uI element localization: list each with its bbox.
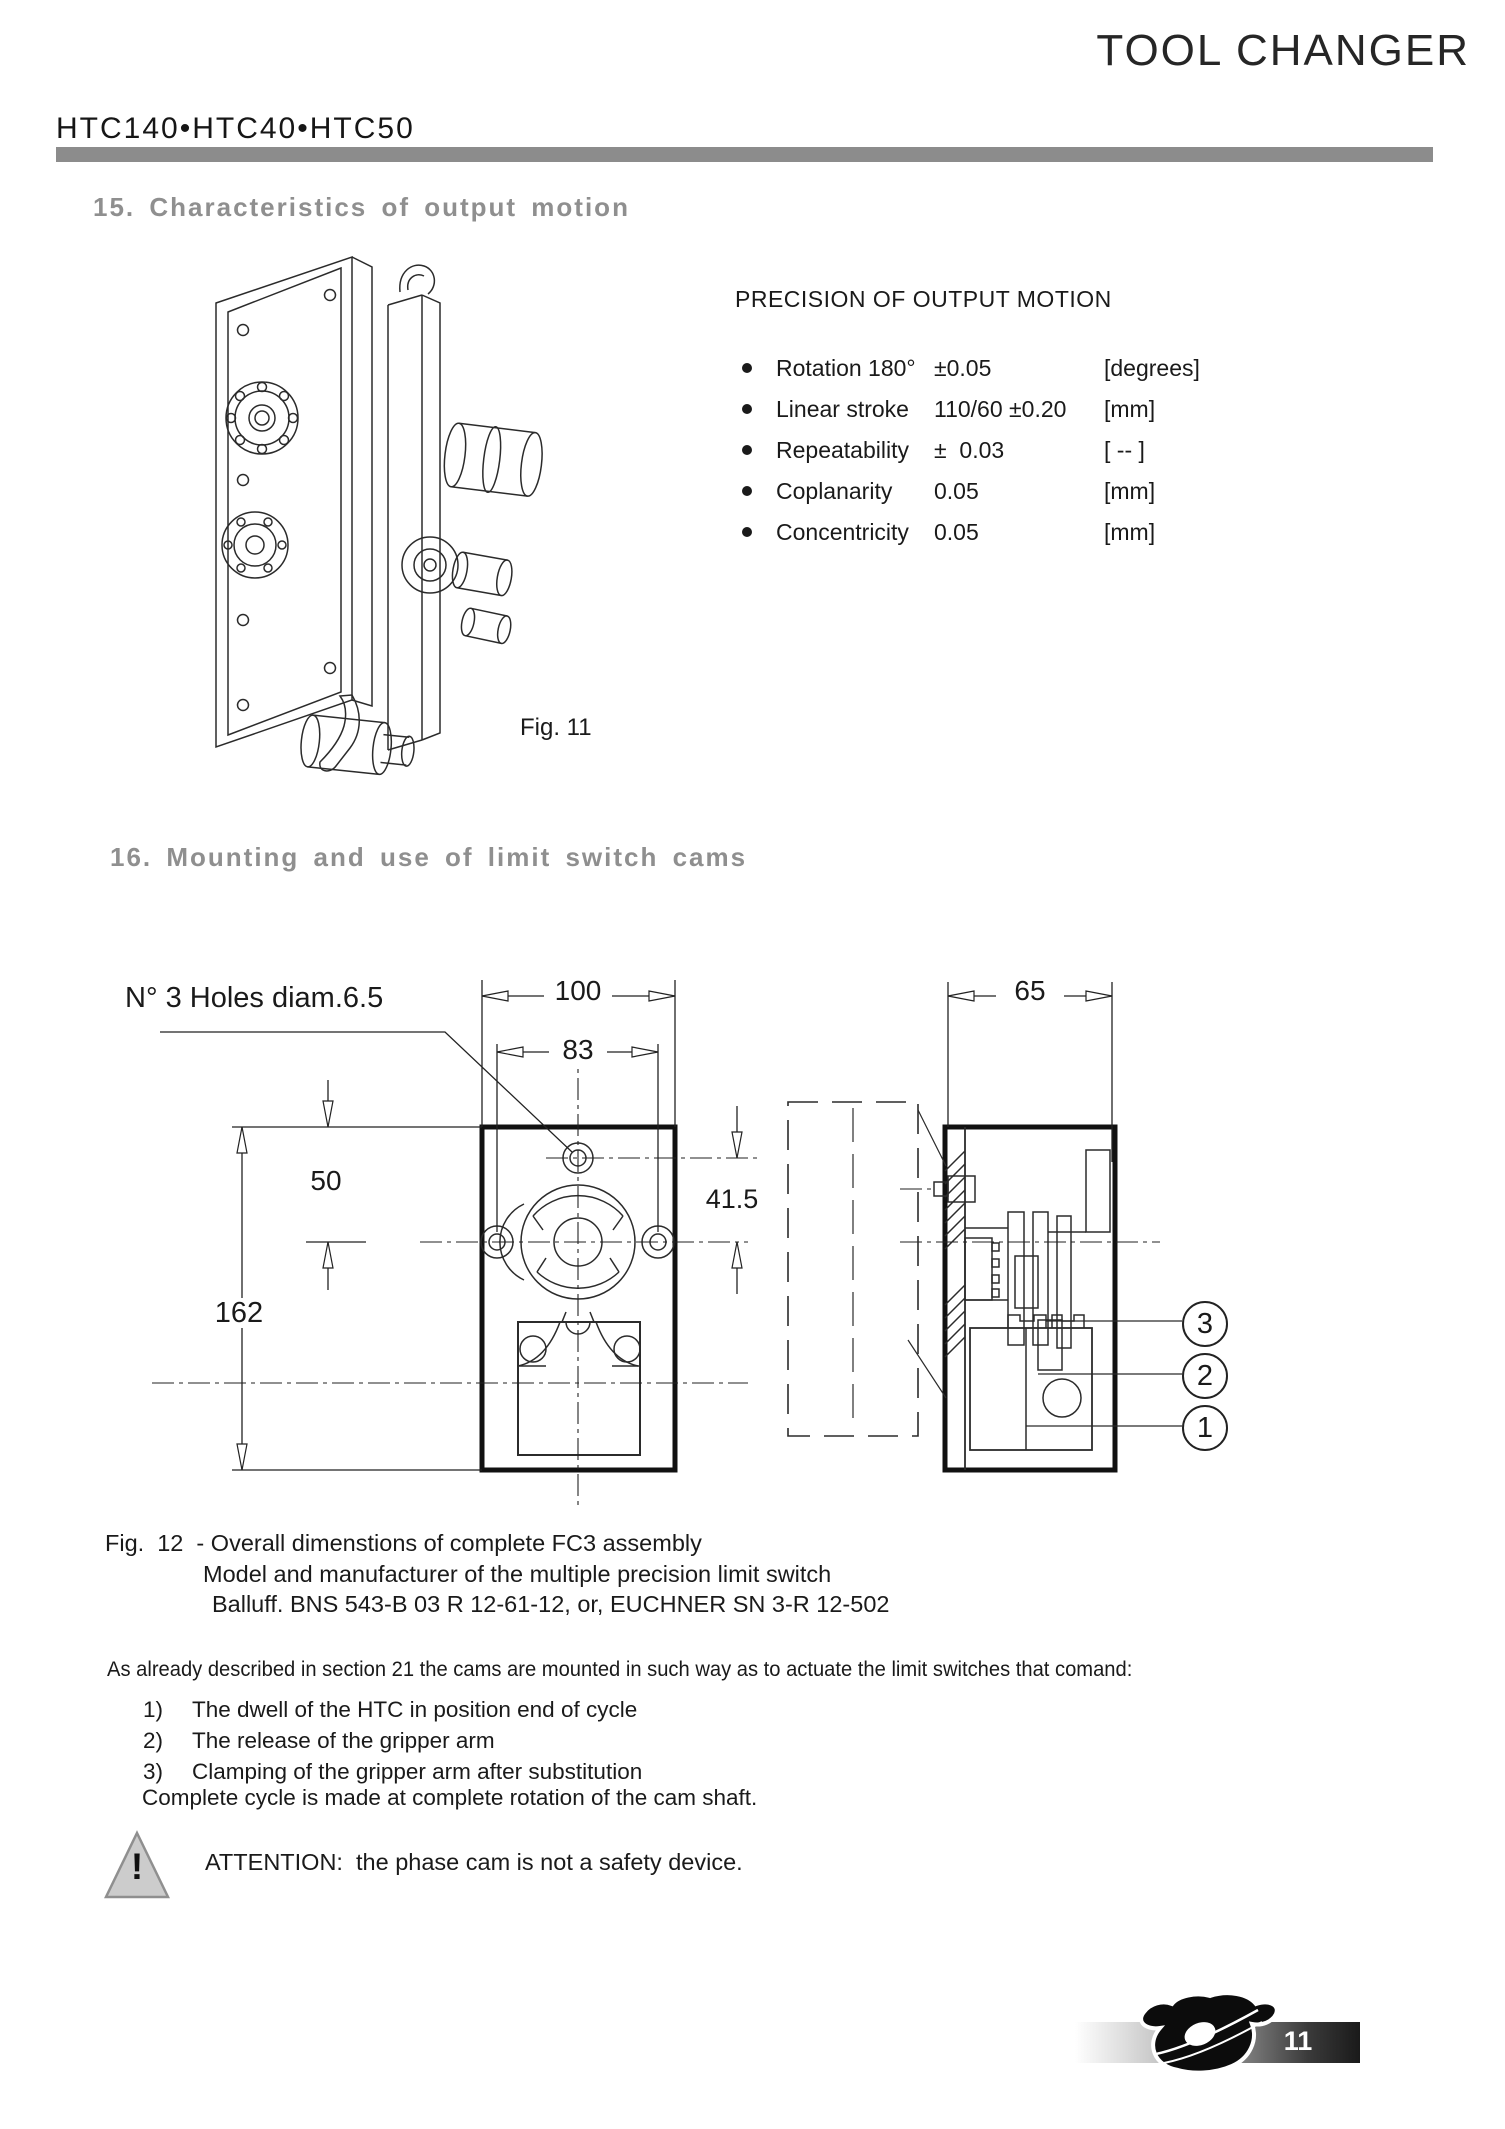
precision-row: Repeatability ± 0.03 [ -- ]: [742, 438, 1200, 462]
precision-row: Rotation 180° ±0.05 [degrees]: [742, 356, 1200, 380]
page-title: TOOL CHANGER: [1096, 26, 1470, 75]
closing-sentence: Complete cycle is made at complete rotation of the cam shaft.: [142, 1785, 758, 1810]
section-16-heading: 16. Mounting and use of limit switch cams: [110, 842, 748, 872]
fig11-drawing: [140, 240, 560, 800]
fig12-side-view: [788, 982, 1182, 1470]
body-paragraph: As already described in section 21 the cams are mounted in such way as to actuate the limit switches that comand:: [107, 1658, 1133, 1681]
model-line: HTC140•HTC40•HTC50: [56, 112, 415, 145]
precision-row: Coplanarity 0.05 [mm]: [742, 479, 1200, 503]
fig11-caption: Fig. 11: [520, 714, 592, 741]
dim-label-50: 50: [298, 1166, 354, 1196]
dim-label-100: 100: [544, 976, 612, 1006]
fig12-caption-line2: Model and manufacturer of the multiple precision limit switch: [203, 1560, 832, 1587]
dim-label-65: 65: [1000, 976, 1060, 1006]
bullet-icon: [742, 397, 776, 414]
list-item: 2) The release of the gripper arm: [143, 1728, 495, 1753]
list-item: 1) The dwell of the HTC in position end of cycle: [143, 1697, 638, 1722]
dim-label-83: 83: [551, 1035, 605, 1065]
fig12-caption-line3: Balluff. BNS 543-B 03 R 12-61-12, or, EUCHNER SN 3-R 12-502: [212, 1591, 890, 1617]
footer-logo: [1130, 1990, 1290, 2085]
balloon-1: 1: [1182, 1405, 1228, 1451]
bullet-icon: [742, 356, 776, 373]
precision-row: Linear stroke 110/60 ±0.20 [mm]: [742, 397, 1200, 421]
bullet-icon: [742, 479, 776, 496]
balloon-2: 2: [1182, 1353, 1228, 1399]
page-number: 11: [1283, 2026, 1313, 2056]
dim-label-162: 162: [196, 1298, 282, 1328]
attention-text: ATTENTION: the phase cam is not a safety device.: [205, 1849, 743, 1875]
bullet-icon: [742, 520, 776, 537]
list-item: 3) Clamping of the gripper arm after substitution: [143, 1759, 643, 1784]
fig12-front-view: [152, 980, 758, 1508]
section-15-heading: 15. Characteristics of output motion: [93, 192, 630, 222]
precision-row: Concentricity 0.05 [mm]: [742, 520, 1200, 544]
warning-triangle-icon: [104, 1830, 170, 1900]
bullet-icon: [742, 438, 776, 455]
fig12-caption-line1: Fig. 12 - Overall dimenstions of complete FC3 assembly: [105, 1530, 702, 1556]
cam-function-list: [143, 1694, 642, 1787]
balloon-3: 3: [1182, 1301, 1228, 1347]
header-divider: [56, 147, 1433, 162]
holes-note-label: N° 3 Holes diam.6.5: [125, 982, 384, 1014]
precision-list: [742, 356, 1200, 544]
fig12-drawing: [100, 960, 1270, 1520]
fig12-caption: [105, 1528, 889, 1620]
dim-label-41-5: 41.5: [688, 1184, 776, 1214]
warning-exclamation: !: [130, 1846, 144, 1887]
precision-title: PRECISION OF OUTPUT MOTION: [735, 286, 1112, 312]
